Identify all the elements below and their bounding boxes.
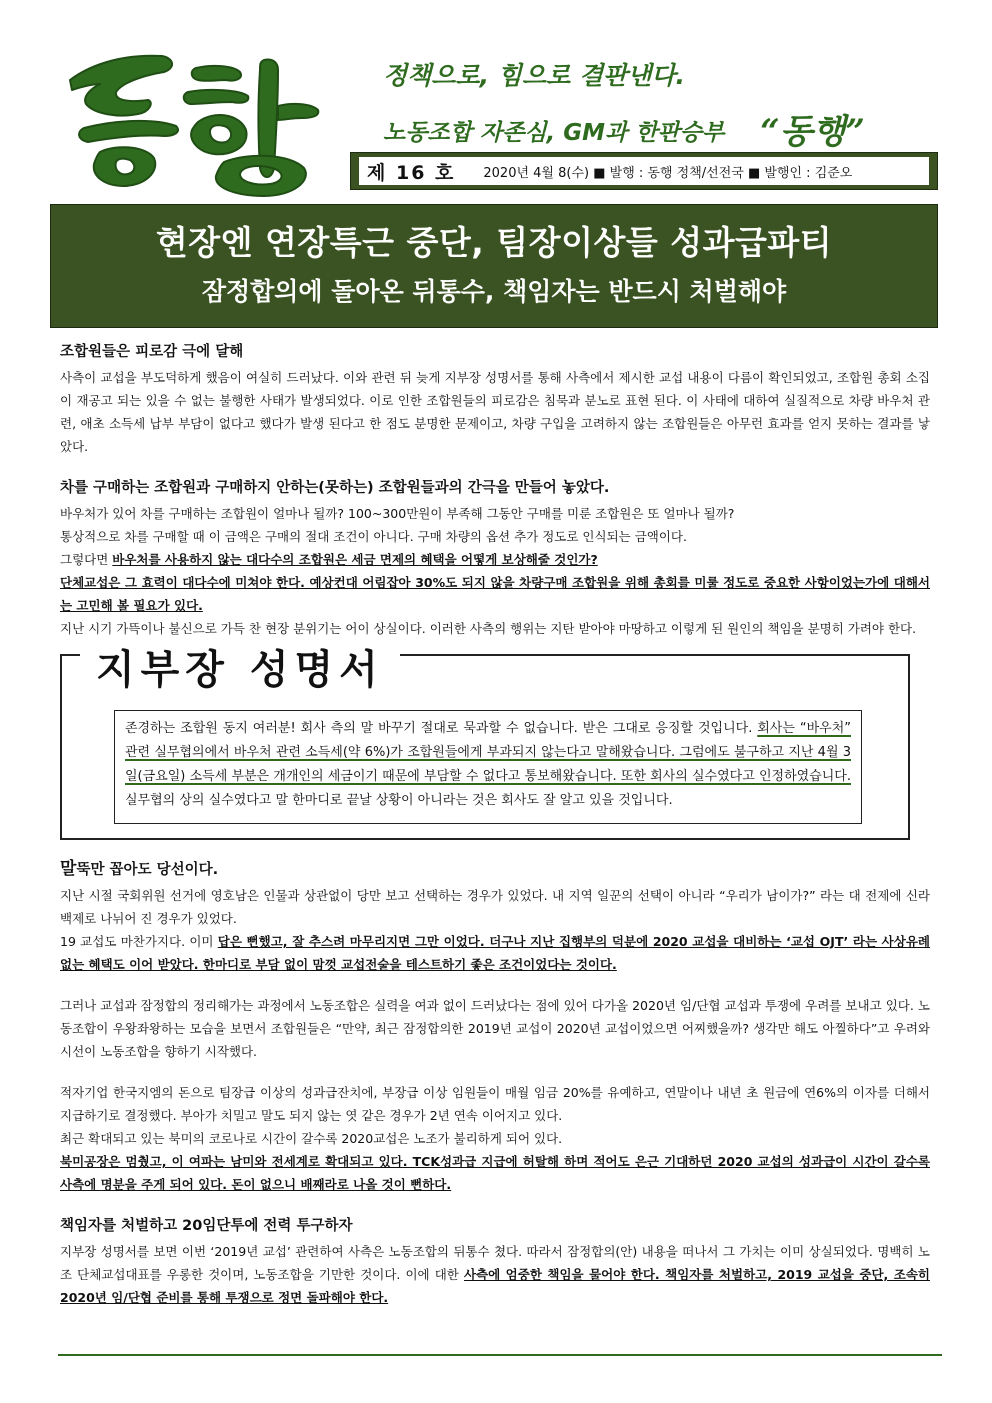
- section-3-p4: 적자기업 한국지엠의 돈으로 팀장급 이상의 성과급잔치에, 부장급 이상 임원들이 매월 임금 20%를 유예하고, 연말이나 내년 초 원금에 연6%의 이자를 더해서 지급하기로 결정했다. 부아가 치밀고 말도 되지 않는 엿 같은 경우가 2년 연속 이어지고 있다.: [60, 1085, 930, 1123]
- section-2-p4: [60, 571, 930, 617]
- section-2-p5: 지난 시기 가뜩이나 불신으로 가득 찬 현장 분위기는 어이 상실이다. 이러한 사측의 행위는 지탄 받아야 마땅하고 이렇게 된 원인의 책임을 분명히 가려야 한다.: [60, 621, 917, 636]
- statement-box: [60, 646, 910, 840]
- slogan-line-2-text: 노동조합 자존심, GM과 한판승부: [383, 120, 725, 146]
- section-3-p1: 지난 시절 국회위원 선거에 영호남은 인물과 상관없이 당만 보고 선택하는 경우가 있었다. 내 지역 일꾼의 선택이 아니라 “우리가 남이가?” 라는 대 전제에 신라 백제로 나뉘어 진 경우가 있었다.: [60, 888, 930, 926]
- section-1-body: 사측이 교섭을 부도덕하게 했음이 여실히 드러났다. 이와 관련 뒤 늦게 지부장 성명서를 통해 사측에서 제시한 교섭 내용이 다름이 확인되었고, 조합원 총회 소집이 재공고 되는 있을 수 없는 불행한 사태가 발생되었다. 이로 인한 조합원들의 피로감은 침묵과 분노로 표현 된다. 이 사태에 대하여 실질적으로 차량 바우처 관련, 애초 소득세 납부 부담이 없다고 했다가 발생 된다고 한 점도 분명한 문제이고, 차량 구입을 고려하지 않는 조합원들은 아무런 효과를 얻지 못하는 결과를 낳았다.: [60, 370, 931, 454]
- slogan-line-1: 정책으로, 힘으로 결판낸다.: [383, 61, 686, 90]
- section-2-p3-emphasis: 바우처를 사용하지 않는 대다수의 조합원은 세금 면제의 혜택을 어떻게 보상해줄 것인가?: [112, 552, 598, 567]
- statement-title: 지부장 성명서: [80, 638, 400, 695]
- dongheng-logo: [64, 40, 336, 200]
- statement-text-3: 실무협의 상의 실수였다고 말 한마디로 끝날 상황이 아니라는 것은 회사도 잘 알고 있을 것입니다.: [125, 793, 673, 808]
- statement-text: [114, 710, 862, 824]
- section-2-p3-plain: 그렇다면: [60, 552, 113, 567]
- section-3-p2-emphasis: 답은 뻔했고, 잘 추스려 마무리지면 그만 이었다. 더구나 지난 집행부의 덕분에 2020 교섭을 대비하는 ‘교섭 OJT’ 라는 사상유례 없는 혜택도 이어 받았다. 한마디로 부담 없이 맘껏 교섭전술을 테스트하기 좋은 조건이었다는 것이다.: [60, 934, 930, 972]
- issue-details: 2020년 4월 8(수) ■ 발행 : 동행 정책/선전국 ■ 발행인 : 김준오: [483, 165, 853, 181]
- section-3-p5: 최근 확대되고 있는 북미의 코로나로 시간이 갈수록 2020교섭은 노조가 불리하게 되어 있다.: [60, 1131, 563, 1146]
- issue-info-bar: [350, 152, 938, 190]
- spacer: [60, 1196, 930, 1214]
- section-2-p4-emphasis: 단체교섭은 그 효력이 대다수에 미쳐야 한다. 예상컨대 어림잡아 30%도 되지 않을 차량구매 조합원을 위해 총회를 미룰 정도로 중요한 사항이었는가에 대해서는 고민해 볼 필요가 있다.: [60, 575, 930, 613]
- headline-banner: [50, 204, 938, 328]
- issue-info-inner: [359, 157, 929, 185]
- statement-text-1: 존경하는 조합원 동지 여러분! 회사 측의 말 바꾸기 절대로 묵과할 수 없습니다. 받은 그대로 응징할 것입니다.: [125, 721, 758, 736]
- statement-text-2: 회사는 “바우처” 관련 실무협의에서 바우처 관련 소득세(약 6%)가 조합원들에게 부과되지 않는다고 말해왔습니다. 그럼에도 불구하고 지난 4월 3일(금요일) 소득세 부분은 개개인의 세금이기 때문에 부담할 수 없다고 통보해왔습니다. 또한 회사의 실수였다고 인정하였습니다.: [125, 721, 851, 784]
- brand-quote: “동행”: [760, 112, 865, 152]
- section-3-p3: 그러나 교섭과 잠정합의 정리해가는 과정에서 노동조합은 실력을 여과 없이 드러났다는 점에 있어 다가올 2020년 임/단협 교섭과 투쟁에 우려를 보내고 있다. 노동조합이 우왕좌왕하는 모습을 보면서 조합원들은 “만약, 최근 잠정합의한 2019년 교섭이 2020년 교섭이었으면 어찌했을까? 생각만 해도 아찔하다”고 우려와 시선이 노동조합을 향하기 시작했다.: [60, 998, 930, 1059]
- section-3-heading-first: 말: [60, 859, 77, 879]
- spacer: [60, 976, 930, 994]
- section-1-heading: 조합원들은 피로감 극에 달해: [60, 344, 244, 360]
- section-3-p6: [60, 1150, 930, 1196]
- section-4-heading: 책임자를 처벌하고 20임단투에 전력 투구하자: [60, 1218, 353, 1234]
- section-4-p1: [60, 1240, 930, 1309]
- section-2-heading: 차를 구매하는 조합원과 구매하지 안하는(못하는) 조합원들과의 간극을 만들어 놓았다.: [60, 480, 610, 496]
- section-3-p2-plain: 19 교섭도 마찬가지다. 이미: [60, 934, 218, 949]
- section-3-heading-rest: 뚝만 꼽아도 당선이다.: [76, 862, 219, 878]
- section-2-p3: [60, 548, 930, 571]
- spacer: [60, 458, 930, 476]
- section-2-p1: 바우처가 있어 차를 구매하는 조합원이 얼마나 될까? 100~300만원이 부족해 그동안 구매를 미룬 조합원은 또 얼마나 될까?: [60, 506, 735, 521]
- section-4-p1-plain: 지부장 성명서를 보면 이번 ‘2019년 교섭’ 관련하여 사측은 노동조합의 뒤통수 쳤다. 따라서 잠정합의(안) 내용을 떠나서 그 가치는 이미 상실되었다. 명백히 노조 단체교섭대표를 우롱한 것이며, 노동조합을 기만한 것이다. 이에 대한: [60, 1244, 930, 1282]
- issue-number: 제 16 호: [367, 161, 456, 184]
- section-3-p6-emphasis: 북미공장은 멈췄고, 이 여파는 남미와 전세계로 확대되고 있다. TCK성과급 지급에 허탈해 하며 적어도 은근 기대하던 2020 교섭의 성과급이 시간이 갈수록 사측에 명분을 주게 되어 있다. 돈이 없으니 배째라로 나올 것이 뻔하다.: [60, 1154, 930, 1192]
- section-2-p2: 통상적으로 차를 구매할 때 이 금액은 구매의 절대 조건이 아니다. 구매 차량의 옵션 추가 정도로 인식되는 금액이다.: [60, 529, 687, 544]
- section-3-p2: [60, 930, 930, 976]
- footer-divider: [58, 1354, 942, 1356]
- section-3-heading: [60, 854, 930, 879]
- article-body: [60, 340, 930, 1309]
- spacer: [60, 1063, 930, 1081]
- headline-sub: 잠정합의에 돌아온 뒤통수, 책임자는 반드시 처벌해야: [201, 277, 787, 306]
- slogan-line-2: [383, 104, 865, 153]
- logo-calligraphy: [64, 40, 336, 200]
- headline-main: 현장엔 연장특근 중단, 팀장이상들 성과급파티: [155, 223, 833, 262]
- section-4-p1-emphasis: 사측에 엄중한 책임을 물어야 한다. 책임자를 처벌하고, 2019 교섭을 중단, 조속히 2020년 임/단협 준비를 통해 투쟁으로 정면 돌파해야 한다.: [60, 1267, 930, 1305]
